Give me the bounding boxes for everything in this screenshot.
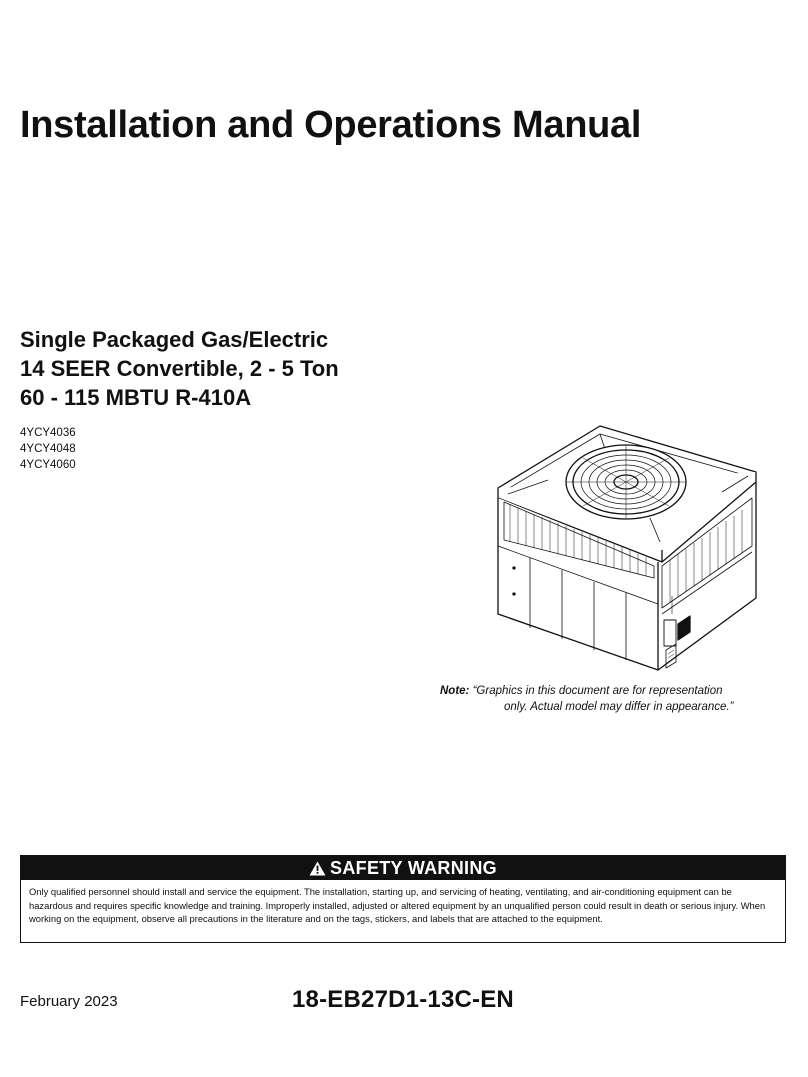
publication-date: February 2023 xyxy=(20,993,118,1010)
graphics-note xyxy=(440,683,780,715)
safety-warning-box xyxy=(20,855,786,943)
subtitle-line: 14 SEER Convertible, 2 - 5 Ton xyxy=(20,356,339,381)
subtitle-line: Single Packaged Gas/Electric xyxy=(20,327,329,352)
manual-title: Installation and Operations Manual xyxy=(20,104,642,146)
safety-warning-header xyxy=(21,856,785,880)
note-text-line2: only. Actual model may differ in appearance.” xyxy=(504,701,734,713)
warning-triangle-icon xyxy=(309,861,326,876)
note-text-line1: “Graphics in this document are for representation xyxy=(472,685,723,697)
safety-warning-text: Only qualified personnel should install and service the equipment. The installation, starting up, and servicing of heating, ventilating, and air-conditioning equipment can be hazardous and requires specific knowledge and training. Improperly installed, adjusted or altered equipment by an unqualified person could result in death or serious injury. When working on the equipment, observe all precautions in the literature and on the tags, stickers, and labels that are attached to the equipment. xyxy=(29,886,766,924)
model-number: 4YCY4036 xyxy=(20,427,76,439)
product-subtitle xyxy=(20,325,339,412)
model-list xyxy=(20,425,76,473)
document-number: 18-EB27D1-13C-EN xyxy=(292,986,514,1013)
model-number: 4YCY4060 xyxy=(20,459,76,471)
model-number: 4YCY4048 xyxy=(20,443,76,455)
subtitle-line: 60 - 115 MBTU R-410A xyxy=(20,385,252,410)
safety-warning-heading: SAFETY WARNING xyxy=(330,858,497,878)
packaged-unit-illustration xyxy=(490,418,762,674)
note-label: Note: xyxy=(440,685,470,697)
